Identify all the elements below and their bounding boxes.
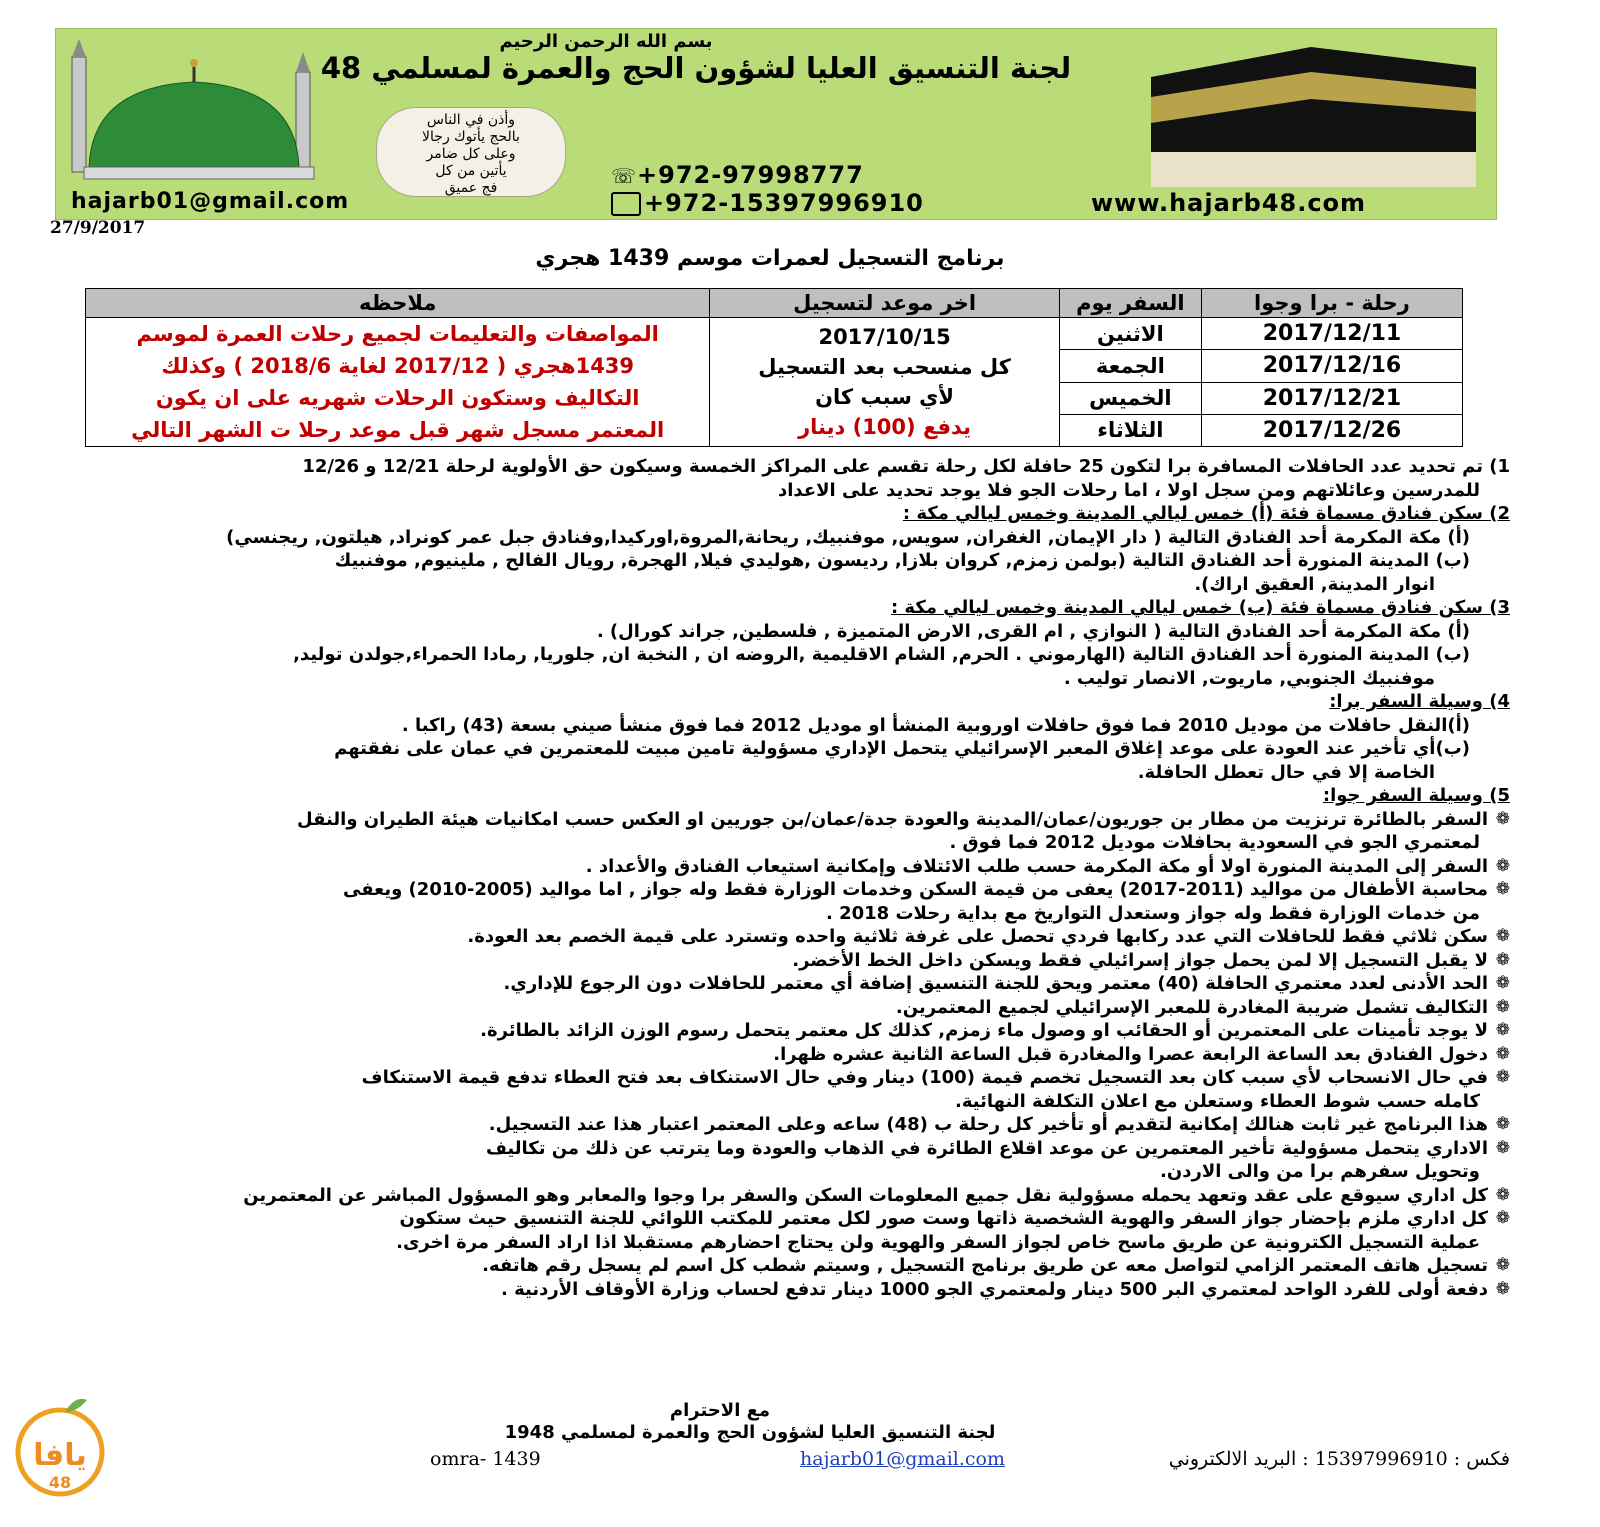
trip-date: 2017/12/21	[1201, 382, 1462, 414]
bullet-text: الاداري يتحمل مسؤولية تأخير المعتمرين عن موعد اقلاع الطائرة في الذهاب والعودة وما يترتب عن ذلك من تكاليف	[485, 1137, 1488, 1159]
bullet-item	[40, 1278, 1510, 1302]
bullet-text: عملية التسجيل الكترونية عن طريق ماسح خاص لجواز السفر والهوية ولن يحتاج احضارهم مستقبلا اذا اراد السفر مرة اخرى.	[396, 1231, 1480, 1253]
phone-icon: ☏	[611, 164, 638, 188]
header-website: www.hajarb48.com	[1091, 189, 1367, 217]
header-banner	[55, 28, 1497, 220]
bullet-text: الحد الأدنى لعدد معتمري الحافلة (40) معتمر ويحق للجنة التنسيق إضافة أي معتمر للحافلات دون الرجوع للإداري.	[503, 973, 1488, 994]
bullet-text: السفر بالطائرة ترنزيت من مطار بن جوريون/عمان/المدينة والعودة جدة/عمان/بن جوريين او العكس حسب امكانيات هيئة الطيران والنقل	[297, 808, 1488, 830]
deadline-line: كل منسحب بعد التسجيل	[758, 355, 1011, 379]
bullet-item	[40, 1137, 1510, 1161]
flower-bullet-icon: ❁	[1495, 855, 1510, 876]
flower-bullet-icon: ❁	[1495, 1278, 1510, 1299]
bullet-text: محاسبة الأطفال من مواليد (2011-2017) يعفى من قيمة السكن وخدمات الوزارة فقط وله جواز , اما مواليد (2005-2010) ويعفى	[343, 879, 1488, 900]
bullet-text: لا يقبل التسجيل إلا لمن يحمل جواز إسرائيلي فقط ويسكن داخل الخط الأخضر.	[792, 949, 1488, 971]
bullet-item	[40, 1184, 1510, 1208]
flower-bullet-icon: ❁	[1495, 1020, 1510, 1040]
bullet-item-cont	[40, 902, 1510, 926]
trip-date: 2017/12/26	[1201, 414, 1462, 446]
document-date: 27/9/2017	[50, 218, 146, 238]
item-4-heading: 4) وسيلة السفر برا:	[1329, 691, 1510, 712]
flower-bullet-icon: ❁	[1495, 1137, 1510, 1158]
footer-fax: فكس : 15397996910	[1314, 1448, 1510, 1470]
item-2-a: (أ) مكة المكرمة أحد الفنادق التالية ( دار الإيمان, الغفران, سويس, موفنبيك, ريحانة,المروة,اوركيدا,وفنادق جبل عمر كونراد, هيلتون, ريجنسي)	[226, 526, 1470, 548]
bullet-text: لا يوجد تأمينات على المعتمرين أو الحقائب او وصول ماء زمزم, كذلك كل معتمر يتحمل رسوم الوزن الزائد بالطائرة.	[480, 1020, 1488, 1041]
item-3-b-cont: موفنبيك الجنوبي, ماريوت, الانصار توليب .	[1063, 667, 1435, 689]
basmala: بسم الله الرحمن الرحيم	[499, 31, 713, 52]
header-note: ملاحظه	[86, 289, 710, 318]
header-fax	[611, 189, 924, 217]
bullet-text: دخول الفنادق بعد الساعة الرابعة عصرا والمغادرة قبل الساعة الثانية عشره ظهرا.	[773, 1043, 1488, 1065]
item-5-heading: 5) وسيلة السفر جوا:	[1322, 785, 1510, 806]
note-line: المعتمر مسجل شهر قبل موعد رحلا ت الشهر التالي	[131, 418, 665, 442]
verse-line: يأتين من كل	[435, 163, 507, 179]
flower-bullet-icon: ❁	[1495, 1067, 1510, 1087]
footer-email-label: : البريد الالكتروني	[1168, 1448, 1309, 1470]
verse-line: بالحج يأتوك رجالا	[422, 129, 520, 145]
footer	[430, 1448, 1510, 1474]
bullet-item	[40, 972, 1510, 996]
item-2-b-cont: انوار المدينة, العقيق اراك).	[1194, 573, 1435, 595]
bullet-item	[40, 1113, 1510, 1137]
verse-line: وأذن في الناس	[426, 112, 516, 128]
deadline-line: لأي سبب كان	[815, 385, 955, 409]
note-line: التكاليف وستكون الرحلات شهريه على ان يكون	[155, 386, 640, 410]
table-row	[86, 318, 1463, 350]
bullet-item	[40, 949, 1510, 973]
item-1: 1) تم تحديد عدد الحافلات المسافرة برا لتكون 25 حافلة لكل رحلة تقسم على المراكز الخمسة وسيكون حق الأولوية لرحلة 12/21 و 12/26	[302, 456, 1510, 477]
bullet-item-cont	[40, 1160, 1510, 1184]
bullet-item	[40, 1207, 1510, 1231]
header-phone	[611, 161, 864, 189]
bullet-text: كل اداري سيوقع على عقد وتعهد يحمله مسؤولية نقل جميع المعلومات السكن والسفر برا وجوا والمعابر وهو المسؤول المباشر عن المعتمرين	[243, 1184, 1488, 1206]
yaffa48-logo	[5, 1390, 125, 1500]
bullet-item	[40, 1066, 1510, 1090]
phone-number: +972-97998777	[637, 161, 864, 189]
bullet-text: هذا البرنامج غير ثابت هنالك إمكانية لتقديم أو تأخير كل رحلة ب (48) ساعه وعلى المعتمر اعتبار هذا عند التسجيل.	[488, 1114, 1488, 1135]
bullet-item	[40, 1254, 1510, 1278]
note-line: المواصفات والتعليمات لجميع رحلات العمرة لموسم	[136, 322, 659, 346]
flower-bullet-icon: ❁	[1495, 949, 1510, 970]
deadline-line: 2017/10/15	[818, 325, 951, 349]
fax-icon	[611, 192, 641, 216]
bullet-item	[40, 996, 1510, 1020]
table-header-row	[86, 289, 1463, 318]
header-day: السفر يوم	[1059, 289, 1201, 318]
bullet-text: من خدمات الوزارة فقط وله جواز وستعدل التواريخ مع بداية رحلات 2018 .	[825, 902, 1480, 924]
deadline-line: يدفع (100) دينار	[798, 415, 972, 439]
header-email: hajarb01@gmail.com	[71, 189, 350, 214]
item-4-b: (ب)أي تأخير عند العودة على موعد إغلاق المعبر الإسرائيلي يتحمل الإداري مسؤولية تامين مبيت للمعتمرين في عمان على نفقتهم	[334, 738, 1470, 759]
trip-day: الاثنين	[1059, 318, 1201, 350]
trip-day: الخميس	[1059, 382, 1201, 414]
flower-bullet-icon: ❁	[1495, 1184, 1510, 1205]
bullet-text: تسجيل هاتف المعتمر الزامي لتواصل معه عن طريق برنامج التسجيل , وسيتم شطب كل اسم لم يسجل رقم هاتفه.	[482, 1255, 1488, 1276]
flower-bullet-icon: ❁	[1495, 1255, 1510, 1275]
flower-bullet-icon: ❁	[1495, 1208, 1510, 1228]
flower-bullet-icon: ❁	[1495, 973, 1510, 993]
note-cell	[86, 318, 710, 447]
item-4-b-cont: الخاصة إلا في حال تعطل الحافلة.	[1137, 761, 1435, 783]
item-3-a: (أ) مكة المكرمة أحد الفنادق التالية ( النوازي , ام القرى, الارض المتميزة , فلسطين, جراند كورال) .	[596, 620, 1470, 642]
flower-bullet-icon: ❁	[1495, 996, 1510, 1017]
logo-number: 48	[48, 1473, 72, 1492]
verse-line: فج عميق	[444, 180, 498, 196]
bullet-item	[40, 925, 1510, 949]
schedule-table	[85, 288, 1463, 447]
flower-bullet-icon: ❁	[1495, 1043, 1510, 1064]
bullet-item	[40, 1019, 1510, 1043]
bullet-item-cont	[40, 1231, 1510, 1255]
bullet-text: سكن ثلاثي فقط للحافلات التي عدد ركابها فردي تحصل على غرفة ثلاثية واحده وتسترد على قيمة الخصم بعد العودة.	[467, 926, 1488, 947]
quran-verse-box	[376, 107, 566, 197]
trip-date: 2017/12/16	[1201, 350, 1462, 382]
flower-bullet-icon: ❁	[1495, 1114, 1510, 1134]
trip-day: الجمعة	[1059, 350, 1201, 382]
closing-regards: مع الاحترام	[669, 1400, 771, 1421]
header-deadline: اخر موعد لتسجيل	[710, 289, 1059, 318]
closing-org: لجنة التنسيق العليا لشؤون الحج والعمرة لمسلمي 1948	[504, 1422, 996, 1443]
item-2-b: (ب) المدينة المنورة أحد الفنادق التالية (بولمن زمزم, كروان بلازا, رديسون ,هوليدي فيلا, الهجرة, رويال الفالح , ملينيوم, موفنبيك	[334, 550, 1470, 571]
deadline-cell	[710, 318, 1059, 447]
verse-line: وعلى كل ضامر	[426, 146, 516, 162]
item-2-heading: 2) سكن فنادق مسماة فئة (أ) خمس ليالي المدينة وخمس ليالي مكة :	[902, 503, 1510, 524]
organization-name: لجنة التنسيق العليا لشؤون الحج والعمرة لمسلمي 48	[320, 51, 1072, 85]
bullet-text: في حال الانسحاب لأي سبب كان بعد التسجيل تخصم قيمة (100) دينار وفي حال الاستنكاف بعد فتح العطاء تدفع قيمة الاستنكاف	[361, 1067, 1488, 1088]
bullet-list	[40, 808, 1510, 1302]
footer-omra: omra- 1439	[430, 1448, 541, 1470]
trip-date: 2017/12/11	[1201, 318, 1462, 350]
footer-email-link[interactable]: hajarb01@gmail.com	[800, 1448, 1006, 1470]
document-title: برنامج التسجيل لعمرات موسم 1439 هجري	[535, 246, 1005, 271]
logo-text: يافا	[33, 1438, 87, 1473]
bullet-item-cont	[40, 831, 1510, 855]
footer-contact	[1080, 1448, 1510, 1470]
bullet-item	[40, 855, 1510, 879]
flower-bullet-icon: ❁	[1495, 926, 1510, 946]
item-4-a: (أ)النقل حافلات من موديل 2010 فما فوق حافلات اوروبية المنشأ او موديل 2012 فما فوق منشأ صيني بسعة (43) راكبا .	[401, 714, 1470, 736]
bullet-item	[40, 808, 1510, 832]
bullet-text: دفعة أولى للفرد الواحد لمعتمري البر 500 دينار ولمعتمري الجو 1000 دينار تدفع لحساب وزارة الأوقاف الأردنية .	[501, 1278, 1488, 1300]
bullet-item-cont	[40, 1090, 1510, 1114]
bullet-text: كل اداري ملزم بإحضار جواز السفر والهوية الشخصية ذاتها وست صور لكل معتمر للمكتب اللوائي للجنة التنسيق حيث ستكون	[399, 1208, 1488, 1229]
item-3-b: (ب) المدينة المنورة أحد الفنادق التالية (الهارموني . الحرم, الشام الاقليمية ,الروضه ان , النخبة ان, جلوريا, رمادا الحمراء,جولدن توليد,	[293, 644, 1470, 665]
bullet-item	[40, 1043, 1510, 1067]
item-1-cont: للمدرسين وعائلاتهم ومن سجل اولا ، اما رحلات الجو فلا يوجد تحديد على الاعداد	[778, 479, 1480, 501]
bullet-item	[40, 878, 1510, 902]
instructions-body	[40, 455, 1510, 1301]
bullet-text: التكاليف تشمل ضريبة المغادرة للمعبر الإسرائيلي لجميع المعتمرين.	[895, 996, 1488, 1018]
flower-bullet-icon: ❁	[1495, 808, 1510, 829]
bullet-text: لمعتمري الجو في السعودية بحافلات موديل 2012 فما فوق .	[949, 832, 1480, 853]
note-line: 1439هجري ( 2017/12 لغاية 2018/6 ) وكذلك	[161, 354, 635, 378]
trip-day: الثلاثاء	[1059, 414, 1201, 446]
item-3-heading: 3) سكن فنادق مسماة فئة (ب) خمس ليالي المدينة وخمس ليالي مكة :	[890, 597, 1510, 618]
header-trip: رحلة - برا وجوا	[1201, 289, 1462, 318]
bullet-text: وتحويل سفرهم برا من والى الاردن.	[1160, 1161, 1480, 1182]
fax-number: +972-15397996910	[644, 189, 924, 217]
bullet-text: السفر إلى المدينة المنورة اولا أو مكة المكرمة حسب طلب الائتلاف وإمكانية استيعاب الفنادق والأعداد .	[585, 855, 1488, 877]
bullet-text: كامله حسب شوط العطاء وستعلن مع اعلان التكلفة النهائية.	[955, 1090, 1480, 1112]
flower-bullet-icon: ❁	[1495, 879, 1510, 899]
